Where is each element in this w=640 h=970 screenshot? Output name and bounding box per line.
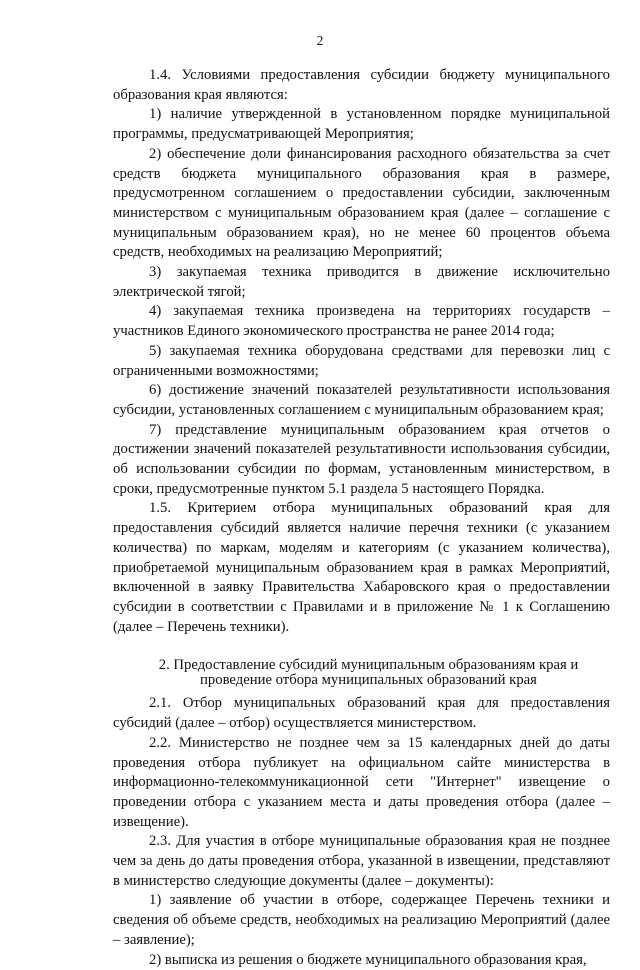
condition-3: 3) закупаемая техника приводится в движение исключительно электрической тягой; <box>113 264 610 300</box>
condition-7: 7) представление муниципальным образованием края отчетов о достижении значений показателей результативности использования субсидии, об использовании субсидии по формам, установленным министерством, в сроки, предусмотренные пунктом 5.1 раздела 5 настоящего Порядка. <box>113 421 610 497</box>
paragraph-2-3: 2.3. Для участия в отборе муниципальные образования края не позднее чем за день до даты проведения отбора, указанной в извещении, представляют в министерство следующие документы (далее – документы): <box>113 833 610 889</box>
document-item-1: 1) заявление об участии в отборе, содержащее Перечень техники и сведения об объеме средств, необходимых на реализацию Мероприятий (далее – заявление); <box>113 892 610 948</box>
paragraph-1-5: 1.5. Критерием отбора муниципальных образований края для предоставления субсидий является наличие перечня техники (с указанием количества) по маркам, моделям и категориям (с указанием количества), приобретаемой муниципальным образованием края в рамках Мероприятий, включенной в заявку Правительства Хабаровского края о предоставлении субсидии в соответствии с Правилами и в приложение № 1 к Соглашению (далее – Перечень техники). <box>113 500 610 635</box>
page-number: 2 <box>316 33 324 48</box>
section-spacer <box>113 637 610 658</box>
paragraph-1-4: 1.4. Условиями предоставления субсидии бюджету муниципального образования края являются: <box>113 67 610 103</box>
condition-2: 2) обеспечение доли финансирования расходного обязательства за счет средств бюджета муниципального образования края в размере, предусмотренном соглашением о предоставлении субсидии, заключенным министерством с муниципальным образованием края (далее – соглашение с муниципальным образованием края), но не менее 60 процентов объема средств, необходимых на реализацию Мероприятий; <box>113 145 610 261</box>
heading-spacer <box>113 687 610 694</box>
document-body <box>113 66 610 970</box>
paragraph-2-2: 2.2. Министерство не позднее чем за 15 календарных дней до даты проведения отбора публикует на официальном сайте министерства в информационно-телекоммуникационной сети "Интернет" извещение о проведении отбора с указанием места и даты проведения отбора (далее – извещение). <box>113 734 610 830</box>
condition-6: 6) достижение значений показателей результативности использования субсидии, установленных соглашением с муниципальным образованием края; <box>113 382 610 418</box>
document-item-2: 2) выписка из решения о бюджете муниципального образования края, <box>149 951 587 968</box>
condition-4: 4) закупаемая техника произведена на территориях государств – участников Единого экономического пространства не ранее 2014 года; <box>113 303 610 340</box>
section-2-heading: 2. Предоставление субсидий муниципальным образованиям края и проведение отбора муниципальных образований края <box>158 657 579 688</box>
condition-5: 5) закупаемая техника оборудована средствами для перевозки лиц с ограниченными возможностями; <box>113 342 610 379</box>
paragraph-2-1: 2.1. Отбор муниципальных образований края для предоставления субсидий (далее – отбор) осуществляется министерством. <box>113 695 610 732</box>
condition-1: 1) наличие утвержденной в установленном порядке муниципальной программы, предусматривающей Мероприятия; <box>113 106 610 143</box>
